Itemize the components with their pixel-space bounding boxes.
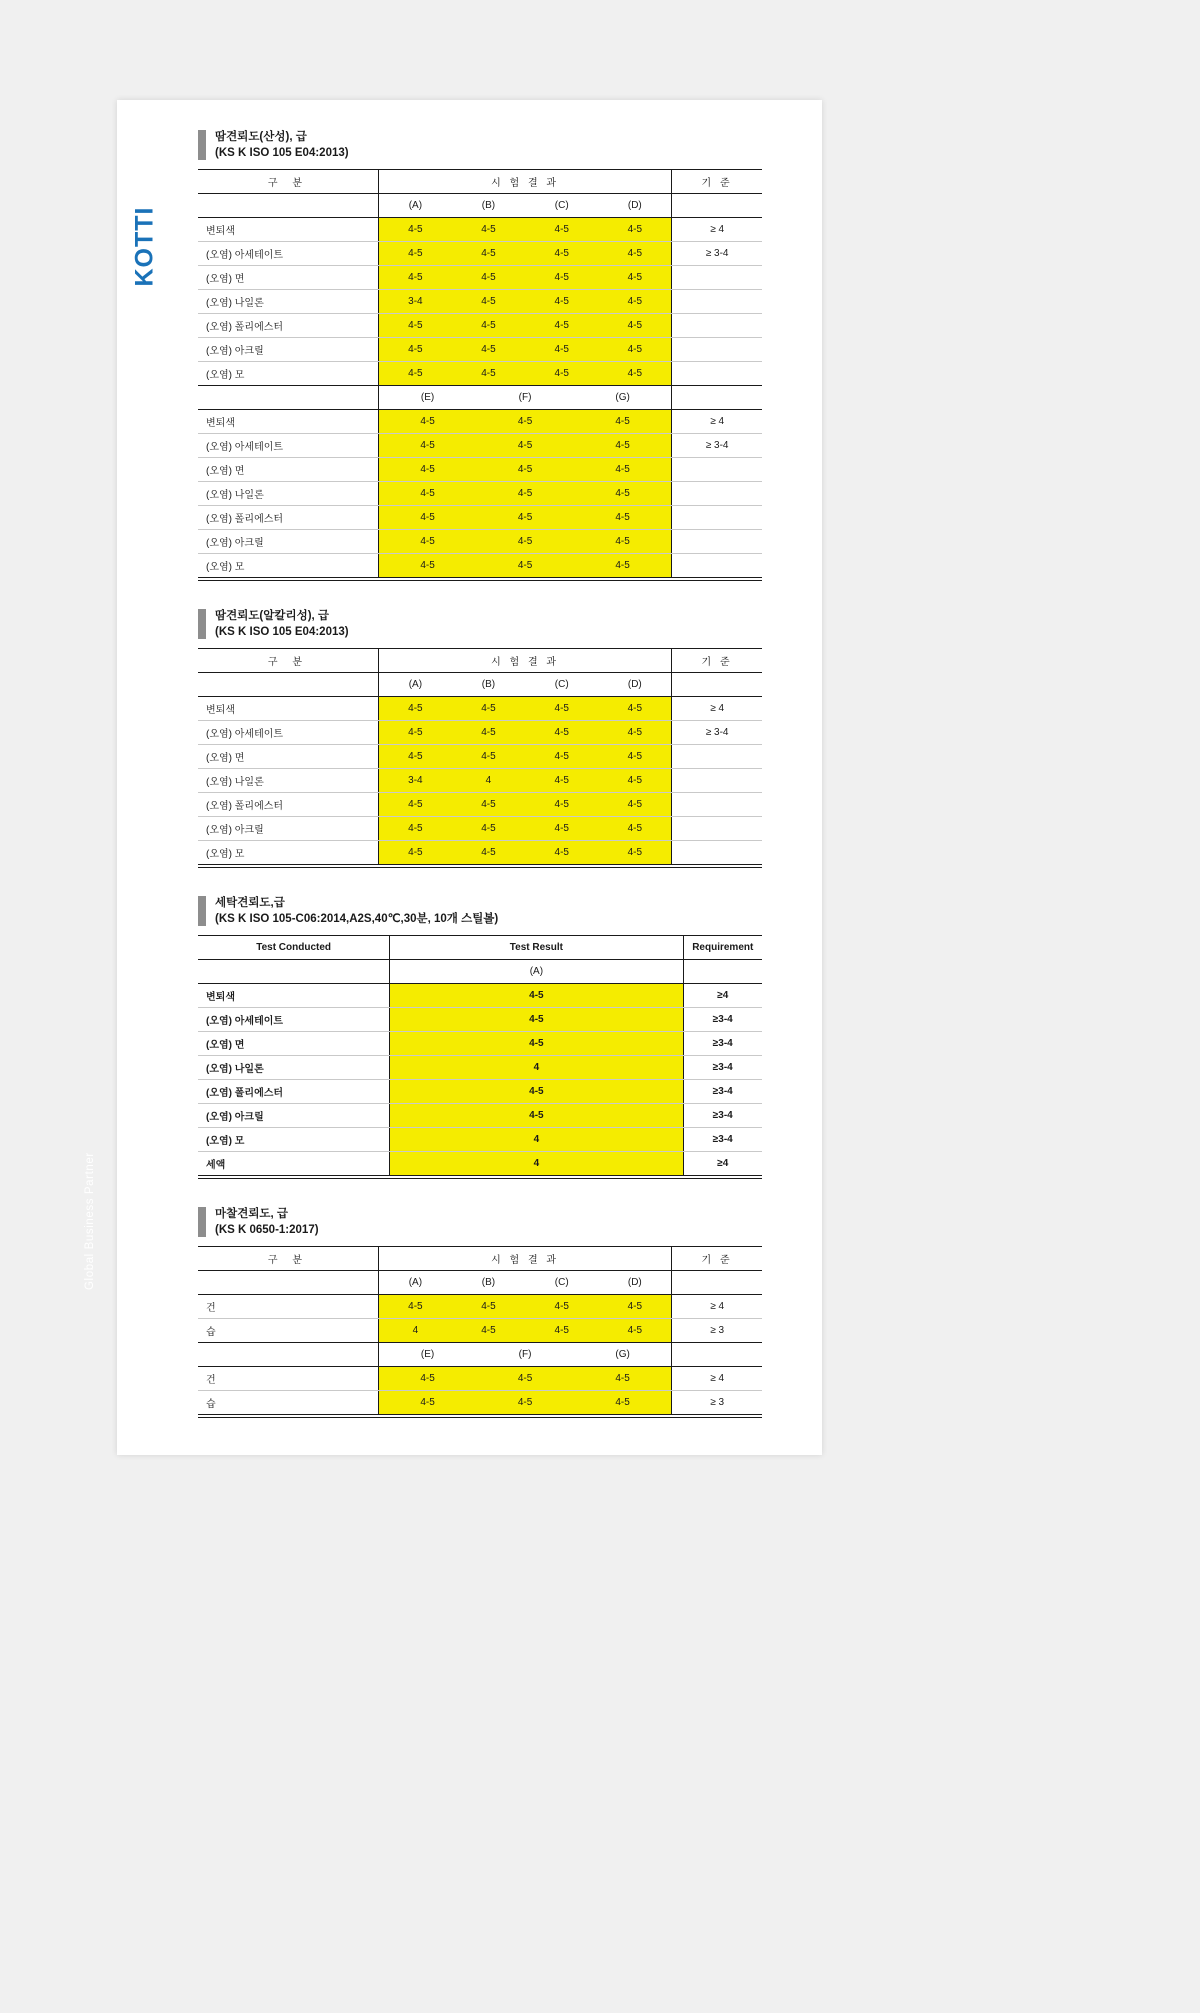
row-label: (오염) 아세테이트 <box>198 721 378 745</box>
header-col-result: 시 험 결 과 <box>378 649 671 673</box>
row-value: 4-5 <box>476 458 574 482</box>
group-blank <box>198 1343 378 1367</box>
row-value: 4-5 <box>525 242 598 266</box>
group-req-blank <box>683 960 762 984</box>
row-value: 4-5 <box>525 841 598 865</box>
table-row <box>198 458 762 482</box>
table-bottom-rule <box>198 1178 762 1181</box>
row-label: 변퇴색 <box>198 984 390 1008</box>
table-row <box>198 1104 762 1128</box>
group-e: (E) <box>378 1343 476 1367</box>
row-requirement <box>672 314 762 338</box>
section-washing-fastness <box>198 896 762 1181</box>
row-value: 4-5 <box>525 266 598 290</box>
row-label: 변퇴색 <box>198 410 378 434</box>
row-label: (오염) 면 <box>198 458 378 482</box>
row-value: 4-5 <box>390 984 683 1008</box>
row-value: 4-5 <box>378 721 451 745</box>
table-row <box>198 745 762 769</box>
row-value: 4-5 <box>525 697 598 721</box>
row-label: (오염) 모 <box>198 362 378 386</box>
row-value: 4-5 <box>452 338 525 362</box>
row-requirement <box>672 458 762 482</box>
row-value: 4-5 <box>452 1319 525 1343</box>
row-requirement: ≥ 4 <box>672 218 762 242</box>
row-value: 4-5 <box>598 721 671 745</box>
row-value: 4-5 <box>452 697 525 721</box>
group-req-blank <box>672 1271 762 1295</box>
section-header <box>198 1207 762 1238</box>
row-value: 4-5 <box>476 1391 574 1415</box>
row-value: 4-5 <box>452 314 525 338</box>
table-row <box>198 266 762 290</box>
table-header-row <box>198 1247 762 1271</box>
row-requirement <box>672 362 762 386</box>
section-title: 마찰견뢰도, 급 <box>215 1208 289 1221</box>
header-col-test-result: Test Result <box>390 936 683 960</box>
row-requirement <box>672 554 762 578</box>
row-value: 4-5 <box>525 1295 598 1319</box>
group-row-abcd <box>198 673 762 697</box>
row-value: 4-5 <box>378 793 451 817</box>
row-label: 습 <box>198 1391 378 1415</box>
row-value: 4-5 <box>390 1008 683 1032</box>
document-content <box>198 130 762 1446</box>
row-requirement: ≥ 3 <box>672 1319 762 1343</box>
row-requirement: ≥3-4 <box>683 1080 762 1104</box>
row-label: 변퇴색 <box>198 697 378 721</box>
row-label: (오염) 아크릴 <box>198 530 378 554</box>
row-requirement: ≥ 4 <box>672 1367 762 1391</box>
row-value: 4-5 <box>525 338 598 362</box>
row-requirement: ≥ 4 <box>672 697 762 721</box>
row-label: (오염) 모 <box>198 841 378 865</box>
group-a: (A) <box>378 194 451 218</box>
row-value: 4-5 <box>598 338 671 362</box>
group-b: (B) <box>452 1271 525 1295</box>
results-table <box>198 1246 762 1343</box>
group-row-abcd <box>198 1271 762 1295</box>
row-value: 4-5 <box>378 266 451 290</box>
row-value: 4-5 <box>390 1104 683 1128</box>
table-row <box>198 482 762 506</box>
row-requirement: ≥ 3-4 <box>672 242 762 266</box>
row-requirement: ≥ 3-4 <box>672 721 762 745</box>
row-value: 4-5 <box>452 1295 525 1319</box>
row-requirement <box>672 769 762 793</box>
row-value: 4-5 <box>574 458 672 482</box>
table-row <box>198 410 762 434</box>
table-row <box>198 793 762 817</box>
row-value: 4-5 <box>574 506 672 530</box>
group-c: (C) <box>525 194 598 218</box>
row-value: 4-5 <box>378 1295 451 1319</box>
section-title: 세탁견뢰도,급 <box>215 897 285 910</box>
table-row <box>198 338 762 362</box>
row-label: (오염) 아세테이트 <box>198 1008 390 1032</box>
row-value: 4-5 <box>452 745 525 769</box>
group-a: (A) <box>390 960 683 984</box>
group-blank <box>198 673 378 697</box>
row-value: 4-5 <box>378 242 451 266</box>
header-col-test-conducted: Test Conducted <box>198 936 390 960</box>
row-label: (오염) 아세테이트 <box>198 434 378 458</box>
group-req-blank <box>672 386 762 410</box>
group-blank <box>198 194 378 218</box>
row-value: 4-5 <box>378 554 476 578</box>
row-value: 4-5 <box>598 697 671 721</box>
table-row <box>198 1295 762 1319</box>
row-value: 4-5 <box>598 290 671 314</box>
row-value: 4-5 <box>574 1391 672 1415</box>
table-bottom-rule <box>198 867 762 870</box>
row-requirement <box>672 745 762 769</box>
row-label: (오염) 아크릴 <box>198 817 378 841</box>
row-value: 4-5 <box>525 362 598 386</box>
row-label: 건 <box>198 1295 378 1319</box>
row-label: 습 <box>198 1319 378 1343</box>
row-requirement: ≥ 4 <box>672 1295 762 1319</box>
row-requirement <box>672 793 762 817</box>
row-value: 4-5 <box>598 793 671 817</box>
logo-tab <box>117 180 159 315</box>
row-value: 4 <box>390 1056 683 1080</box>
row-value: 4-5 <box>574 482 672 506</box>
group-e: (E) <box>378 386 476 410</box>
row-value: 3-4 <box>378 290 451 314</box>
section-marker <box>198 1207 206 1237</box>
section-marker <box>198 130 206 160</box>
header-col-division: 구 분 <box>198 649 378 673</box>
group-req-blank <box>672 673 762 697</box>
row-value: 4-5 <box>476 506 574 530</box>
row-value: 4-5 <box>476 554 574 578</box>
row-value: 4-5 <box>476 482 574 506</box>
row-value: 4-5 <box>378 338 451 362</box>
row-value: 4-5 <box>525 745 598 769</box>
row-value: 4-5 <box>598 841 671 865</box>
group-b: (B) <box>452 673 525 697</box>
row-value: 4-5 <box>574 434 672 458</box>
row-label: (오염) 면 <box>198 266 378 290</box>
group-f: (F) <box>476 1343 574 1367</box>
row-requirement <box>672 482 762 506</box>
row-value: 4-5 <box>378 745 451 769</box>
row-requirement <box>672 506 762 530</box>
table-row <box>198 242 762 266</box>
section-title: 땀견뢰도(알칼리성), 급 <box>215 610 330 623</box>
header-col-result: 시 험 결 과 <box>378 170 671 194</box>
row-requirement: ≥3-4 <box>683 1104 762 1128</box>
table-row <box>198 530 762 554</box>
row-value: 4-5 <box>574 1367 672 1391</box>
table-row <box>198 554 762 578</box>
group-a: (A) <box>378 1271 451 1295</box>
row-value: 4-5 <box>598 1295 671 1319</box>
row-label: (오염) 면 <box>198 1032 390 1056</box>
row-label: (오염) 아세테이트 <box>198 242 378 266</box>
row-value: 4-5 <box>378 817 451 841</box>
row-requirement <box>672 266 762 290</box>
header-col-result: 시 험 결 과 <box>378 1247 671 1271</box>
row-value: 4-5 <box>598 817 671 841</box>
row-requirement: ≥3-4 <box>683 1056 762 1080</box>
row-value: 4 <box>378 1319 451 1343</box>
section-marker <box>198 609 206 639</box>
table-row <box>198 506 762 530</box>
header-col-requirement: 기 준 <box>672 1247 762 1271</box>
row-value: 4-5 <box>452 721 525 745</box>
row-label: (오염) 폴리에스터 <box>198 1080 390 1104</box>
row-value: 4-5 <box>378 506 476 530</box>
row-value: 4-5 <box>598 266 671 290</box>
row-value: 4-5 <box>378 314 451 338</box>
group-d: (D) <box>598 673 671 697</box>
row-requirement: ≥4 <box>683 1152 762 1176</box>
results-table <box>198 648 762 865</box>
row-label: (오염) 면 <box>198 745 378 769</box>
row-value: 4-5 <box>525 290 598 314</box>
table-row <box>198 1032 762 1056</box>
row-value: 4-5 <box>378 530 476 554</box>
header-col-requirement: 기 준 <box>672 649 762 673</box>
row-requirement: ≥ 3-4 <box>672 434 762 458</box>
row-value: 4-5 <box>476 410 574 434</box>
group-req-blank <box>672 1343 762 1367</box>
row-value: 4-5 <box>452 793 525 817</box>
section-header <box>198 609 762 640</box>
row-value: 4-5 <box>452 242 525 266</box>
row-label: (오염) 아크릴 <box>198 338 378 362</box>
table-bottom-rule <box>198 1417 762 1420</box>
results-table <box>198 935 762 1176</box>
table-row <box>198 1056 762 1080</box>
row-value: 4-5 <box>525 769 598 793</box>
group-d: (D) <box>598 1271 671 1295</box>
row-label: (오염) 나일론 <box>198 290 378 314</box>
table-row <box>198 1152 762 1176</box>
table-row <box>198 721 762 745</box>
group-c: (C) <box>525 673 598 697</box>
group-blank <box>198 960 390 984</box>
row-value: 4-5 <box>598 1319 671 1343</box>
section-standard: (KS K ISO 105 E04:2013) <box>215 146 349 159</box>
section-perspiration-acid <box>198 130 762 583</box>
table-row <box>198 314 762 338</box>
row-requirement <box>672 290 762 314</box>
table-row <box>198 817 762 841</box>
row-value: 4 <box>390 1128 683 1152</box>
row-value: 4 <box>390 1152 683 1176</box>
row-requirement: ≥4 <box>683 984 762 1008</box>
group-c: (C) <box>525 1271 598 1295</box>
row-requirement: ≥3-4 <box>683 1032 762 1056</box>
header-col-requirement: Requirement <box>683 936 762 960</box>
group-d: (D) <box>598 194 671 218</box>
table-bottom-rule <box>198 580 762 583</box>
row-value: 4-5 <box>598 242 671 266</box>
table-row <box>198 1391 762 1415</box>
table-row <box>198 290 762 314</box>
row-value: 4-5 <box>598 218 671 242</box>
row-value: 4-5 <box>598 314 671 338</box>
row-value: 4-5 <box>378 697 451 721</box>
row-value: 4-5 <box>598 362 671 386</box>
table-row <box>198 434 762 458</box>
row-value: 4-5 <box>525 1319 598 1343</box>
row-requirement <box>672 841 762 865</box>
row-value: 4-5 <box>598 745 671 769</box>
row-label: (오염) 아크릴 <box>198 1104 390 1128</box>
row-value: 4-5 <box>452 817 525 841</box>
section-standard: (KS K ISO 105 E04:2013) <box>215 625 349 638</box>
row-value: 4-5 <box>598 769 671 793</box>
table-row <box>198 697 762 721</box>
row-requirement: ≥3-4 <box>683 1128 762 1152</box>
table-row <box>198 841 762 865</box>
row-value: 4-5 <box>525 793 598 817</box>
table-header-row <box>198 170 762 194</box>
group-row-abcd <box>198 194 762 218</box>
table-row <box>198 769 762 793</box>
row-label: (오염) 나일론 <box>198 482 378 506</box>
group-req-blank <box>672 194 762 218</box>
row-label: (오염) 모 <box>198 554 378 578</box>
header-col-requirement: 기 준 <box>672 170 762 194</box>
row-requirement: ≥3-4 <box>683 1008 762 1032</box>
row-value: 4-5 <box>476 530 574 554</box>
section-standard: (KS K ISO 105-C06:2014,A2S,40℃,30분, 10개 스틸볼) <box>215 912 499 925</box>
group-g: (G) <box>574 386 672 410</box>
row-requirement: ≥ 3 <box>672 1391 762 1415</box>
row-value: 4-5 <box>452 290 525 314</box>
row-value: 3-4 <box>378 769 451 793</box>
section-marker <box>198 896 206 926</box>
row-value: 4-5 <box>476 1367 574 1391</box>
group-blank <box>198 1271 378 1295</box>
row-label: (오염) 나일론 <box>198 769 378 793</box>
row-value: 4-5 <box>525 817 598 841</box>
table-row <box>198 1367 762 1391</box>
row-value: 4 <box>452 769 525 793</box>
results-table-efg <box>198 386 762 578</box>
row-value: 4-5 <box>378 1367 476 1391</box>
row-requirement <box>672 530 762 554</box>
row-value: 4-5 <box>476 434 574 458</box>
row-value: 4-5 <box>452 841 525 865</box>
row-value: 4-5 <box>378 1391 476 1415</box>
section-title: 땀견뢰도(산성), 급 <box>215 131 307 143</box>
group-b: (B) <box>452 194 525 218</box>
row-label: (오염) 나일론 <box>198 1056 390 1080</box>
table-row <box>198 1128 762 1152</box>
row-label: (오염) 폴리에스터 <box>198 314 378 338</box>
row-label: (오염) 모 <box>198 1128 390 1152</box>
table-row <box>198 362 762 386</box>
table-row <box>198 1080 762 1104</box>
row-requirement <box>672 338 762 362</box>
row-value: 4-5 <box>378 482 476 506</box>
header-col-division: 구 분 <box>198 1247 378 1271</box>
row-value: 4-5 <box>525 314 598 338</box>
row-label: 변퇴색 <box>198 218 378 242</box>
row-requirement <box>672 817 762 841</box>
row-value: 4-5 <box>378 410 476 434</box>
row-label: 세액 <box>198 1152 390 1176</box>
section-perspiration-alkali <box>198 609 762 870</box>
row-value: 4-5 <box>378 362 451 386</box>
table-row <box>198 218 762 242</box>
group-blank <box>198 386 378 410</box>
group-f: (F) <box>476 386 574 410</box>
row-value: 4-5 <box>390 1032 683 1056</box>
section-header <box>198 896 762 927</box>
table-row <box>198 1319 762 1343</box>
results-table <box>198 169 762 386</box>
row-value: 4-5 <box>574 554 672 578</box>
group-g: (G) <box>574 1343 672 1367</box>
group-row-efg <box>198 1343 762 1367</box>
row-label: 건 <box>198 1367 378 1391</box>
tagline: Global Business Partner <box>84 1152 96 1290</box>
row-value: 4-5 <box>390 1080 683 1104</box>
row-value: 4-5 <box>378 434 476 458</box>
kotiti-logo: KOTTI <box>130 206 159 287</box>
row-value: 4-5 <box>378 458 476 482</box>
section-rubbing-fastness <box>198 1207 762 1420</box>
results-table-efg <box>198 1343 762 1415</box>
row-value: 4-5 <box>452 362 525 386</box>
group-row-efg <box>198 386 762 410</box>
group-row <box>198 960 762 984</box>
row-value: 4-5 <box>525 218 598 242</box>
row-value: 4-5 <box>574 530 672 554</box>
table-row <box>198 984 762 1008</box>
group-a: (A) <box>378 673 451 697</box>
section-standard: (KS K 0650-1:2017) <box>215 1223 319 1236</box>
section-header <box>198 130 762 161</box>
row-label: (오염) 폴리에스터 <box>198 793 378 817</box>
row-value: 4-5 <box>574 410 672 434</box>
table-header-row <box>198 936 762 960</box>
row-value: 4-5 <box>452 266 525 290</box>
row-value: 4-5 <box>378 841 451 865</box>
row-label: (오염) 폴리에스터 <box>198 506 378 530</box>
table-header-row <box>198 649 762 673</box>
row-value: 4-5 <box>378 218 451 242</box>
row-value: 4-5 <box>525 721 598 745</box>
header-col-division: 구 분 <box>198 170 378 194</box>
row-value: 4-5 <box>452 218 525 242</box>
row-requirement: ≥ 4 <box>672 410 762 434</box>
table-row <box>198 1008 762 1032</box>
